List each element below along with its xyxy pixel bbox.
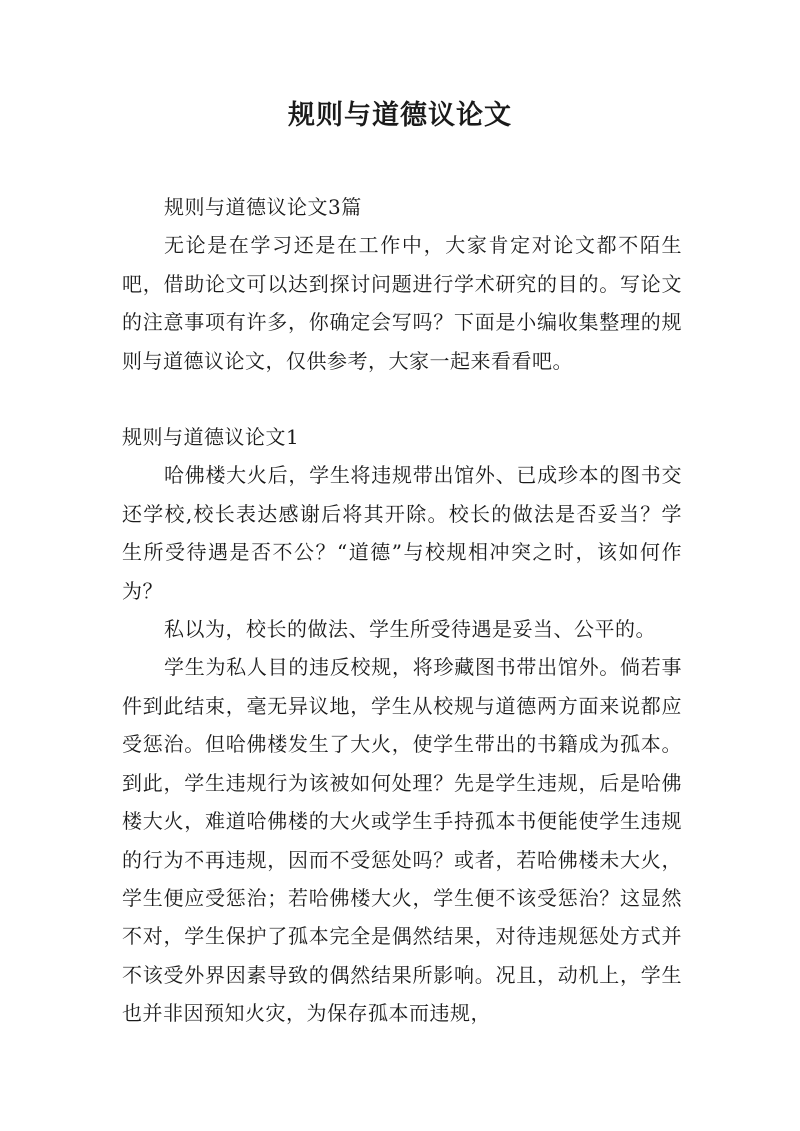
body-paragraph: 学生为私人目的违反校规，将珍藏图书带出馆外。倘若事件到此结束，毫无异议地，学生从校规与道德两方面来说都应受惩治。但哈佛楼发生了大火，使学生带出的书籍成为孤本。到此，学生违规行为该被如何处理？先是学生违规，后是哈佛楼大火，难道哈佛楼的大火或学生手持孤本书便能使学生违规的行为不再违规，因而不受惩处吗？或者，若哈佛楼未大火，学生便应受惩治；若哈佛楼大火，学生便不该受惩治？这显然不对，学生保护了孤本完全是偶然结果，对待违规惩处方式并不该受外界因素导致的偶然结果所影响。况且，动机上，学生也并非因预知火灾，为保存孤本而违规， <box>122 655 682 1026</box>
document-body <box>122 188 682 1033</box>
subtitle-line: 规则与道德议论文3篇 <box>164 195 362 219</box>
section-heading: 规则与道德议论文1 <box>122 425 300 450</box>
body-paragraph: 哈佛楼大火后，学生将违规带出馆外、已成珍本的图书交还学校,校长表达感谢后将其开除。校长的做法是否妥当？学生所受待遇是否不公？“道德”与校规相冲突之时，该如何作为？ <box>122 463 682 603</box>
intro-paragraph: 无论是在学习还是在工作中，大家肯定对论文都不陌生吧，借助论文可以达到探讨问题进行学术研究的目的。写论文的注意事项有许多，你确定会写吗？下面是小编收集整理的规则与道德议论文，仅供参考，大家一起来看看吧。 <box>122 233 682 373</box>
body-paragraph: 私以为，校长的做法、学生所受待遇是妥当、公平的。 <box>164 617 656 642</box>
document-title: 规则与道德议论文 <box>288 100 512 131</box>
